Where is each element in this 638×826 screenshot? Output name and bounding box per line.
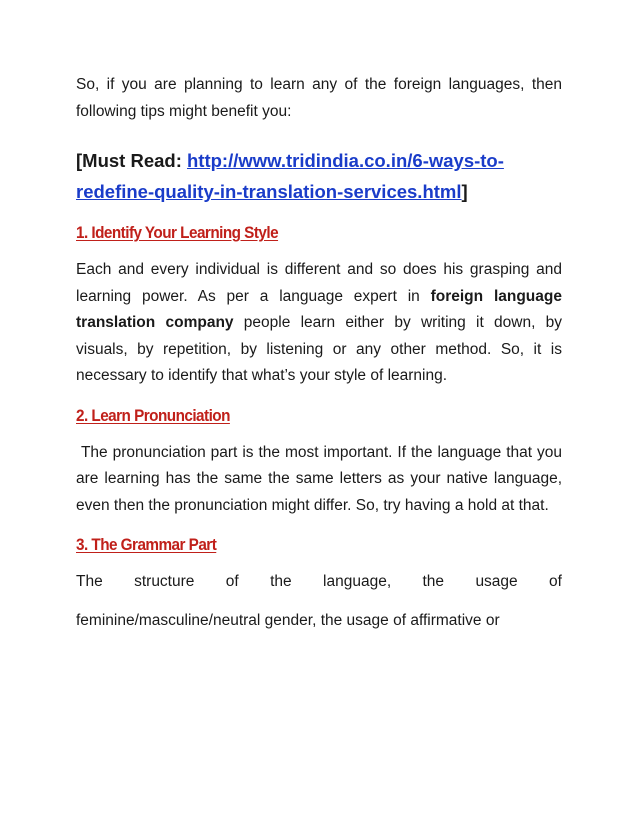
must-read-link[interactable]: http://www.tridindia.co.in/6-ways-to-redefine-quality-in-translation-services.html xyxy=(76,150,504,202)
section-learning-style xyxy=(76,221,562,390)
section-grammar xyxy=(76,533,562,634)
intro-paragraph: So, if you are planning to learn any of the foreign languages, then following tips might benefit you: xyxy=(76,76,562,120)
section-pronunciation xyxy=(76,404,567,520)
paragraph-text: Each and every individual is different and so does his grasping and learning power. As per a language expert in xyxy=(76,261,562,305)
section-paragraph-line: The structure of the language, the usage of xyxy=(76,573,562,590)
must-read-close: ] xyxy=(461,181,468,202)
section-heading: 3. The Grammar Part xyxy=(76,535,217,554)
must-read-label: [Must Read: xyxy=(76,150,187,171)
paragraph-text: people learn either by writing it down, by visuals, by repetition, by listening or any other method. So, it is necessary to identify that what’s your style of learning. xyxy=(76,314,562,384)
document-page xyxy=(76,72,567,646)
section-paragraph: The pronunciation part is the most important. If the language that you are learning has the same the same letters as your native language, even then the pronunciation might differ. So, try having a hold at that. xyxy=(76,443,567,514)
section-heading: 2. Learn Pronunciation xyxy=(76,405,230,425)
section-heading: 1. Identify Your Learning Style xyxy=(76,223,279,242)
must-read-line xyxy=(76,145,562,207)
bold-phrase: foreign language translation company xyxy=(76,287,562,331)
section-paragraph-line: feminine/masculine/neutral gender, the usage of affirmative or xyxy=(76,611,500,629)
section-paragraph xyxy=(76,257,562,390)
